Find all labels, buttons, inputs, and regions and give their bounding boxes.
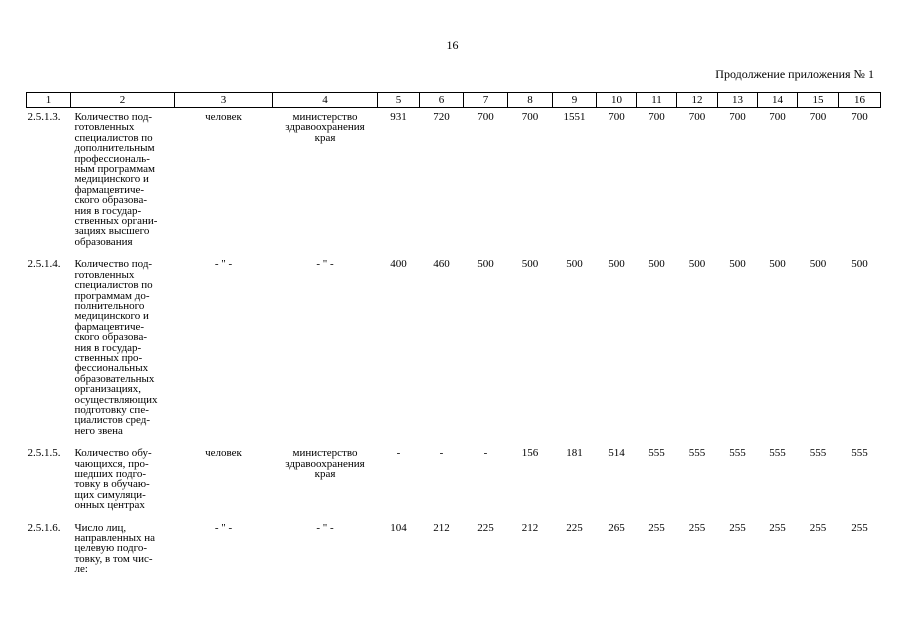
table-row: [27, 444, 881, 518]
indicator-name-line: образования: [74, 235, 133, 248]
indicator-name: [71, 444, 175, 518]
indicator-name-line: него звена: [74, 424, 123, 437]
value-cell: 500: [688, 258, 706, 271]
value-cell: 700: [729, 111, 746, 123]
table-body: [27, 108, 881, 583]
organization-line: - " -: [316, 521, 334, 534]
unit-of-measure: [175, 255, 273, 444]
indicator-name-line: товку в обучаю-: [74, 478, 150, 491]
value-cell: 1551: [563, 111, 586, 123]
unit-line: человек: [205, 447, 242, 460]
value-cell: 460: [433, 258, 450, 271]
value-cell: 255: [851, 521, 868, 534]
value-cell: 500: [477, 258, 494, 271]
table-row: [27, 108, 881, 256]
indicator-name-line: осуществляющих: [74, 393, 158, 406]
value-cell: 700: [608, 111, 625, 123]
value-cell: 255: [729, 521, 746, 534]
indicator-name-line: циалистов сред-: [74, 414, 150, 427]
indicator-name-line: щих симуляци-: [74, 488, 146, 501]
appendix-continuation-label: Продолжение приложения № 1: [715, 67, 874, 81]
value-cell: 555: [729, 447, 746, 460]
value-cell: 500: [769, 258, 786, 271]
value-cell: 104: [390, 521, 407, 534]
value-cell: 500: [648, 258, 665, 271]
table-row: [27, 519, 881, 583]
value-cell: 700: [809, 111, 827, 123]
value-cell: 700: [688, 111, 706, 123]
column-header: 1: [27, 93, 71, 108]
column-header: 7: [464, 93, 508, 108]
column-header: 4: [273, 93, 378, 108]
value-cell: 400: [390, 258, 407, 271]
value-cell: 700: [477, 111, 494, 123]
value-cell: 500: [608, 258, 625, 271]
value-cell: 555: [851, 447, 868, 460]
value-cell: 555: [648, 447, 665, 460]
value-cell: 225: [566, 521, 583, 534]
indicator-name-line: организациях,: [74, 383, 141, 396]
indicator-name-line: ния в государ-: [74, 204, 142, 217]
indicator-name-line: образовательных: [74, 372, 155, 385]
indicator-name-line: ского образова-: [74, 331, 148, 344]
value-cell: 555: [769, 447, 786, 460]
indicator-name-line: готовленных: [74, 121, 135, 134]
indicator-name-line: Количество под-: [74, 258, 153, 271]
column-header: 14: [758, 93, 798, 108]
indicator-name-line: ственных органи-: [74, 215, 158, 228]
indicator-name-line: программам до-: [74, 289, 150, 302]
page-number: 16: [446, 38, 459, 52]
indicator-name-line: ле:: [74, 563, 88, 576]
unit-line: - " -: [214, 521, 233, 534]
indicator-name-line: фессиональных: [74, 362, 149, 375]
indicator-name-line: Число лиц,: [74, 521, 127, 534]
organization-line: здравоохранения: [285, 457, 365, 470]
value-cell: -: [483, 447, 488, 460]
table-row: [27, 255, 881, 444]
indicator-name-line: зациях высшего: [74, 225, 150, 238]
responsible-organization: [273, 519, 378, 583]
indicator-name-line: Количество под-: [74, 111, 153, 123]
indicator-name-line: шедших подго-: [74, 468, 146, 480]
column-header: 8: [508, 93, 553, 108]
value-cell: 555: [688, 447, 706, 460]
value-cell: -: [439, 447, 444, 460]
indicator-name-line: медицинского и: [74, 173, 149, 186]
indicator-name-line: ственных про-: [74, 351, 143, 364]
value-cell: 255: [688, 521, 706, 534]
value-cell: 500: [729, 258, 746, 271]
organization-line: министерство: [292, 447, 358, 460]
column-header: 6: [420, 93, 464, 108]
value-cell: 700: [769, 111, 786, 123]
value-cell: 265: [608, 521, 625, 534]
indicator-name-line: полнительного: [74, 299, 145, 312]
indicator-name-line: фармацевтиче-: [74, 320, 145, 333]
value-cell: 720: [433, 111, 450, 123]
column-header: 9: [553, 93, 597, 108]
value-cell: 700: [851, 111, 868, 123]
indicator-name-line: готовленных: [74, 268, 135, 281]
value-cell: 514: [608, 447, 625, 460]
column-header: 3: [175, 93, 273, 108]
indicator-name-line: специалистов по: [74, 131, 153, 144]
value-cell: 225: [477, 521, 494, 534]
column-header: 12: [677, 93, 718, 108]
indicator-name-line: целевую подго-: [74, 542, 147, 555]
indicator-name-line: товку, в том чис-: [74, 552, 153, 565]
unit-line: - " -: [214, 258, 233, 271]
indicator-name-line: онных центрах: [74, 499, 145, 512]
value-cell: 156: [521, 447, 539, 460]
column-header: 11: [637, 93, 677, 108]
column-header: 13: [718, 93, 758, 108]
value-cell: 700: [521, 111, 539, 123]
indicator-name-line: направленных на: [74, 532, 155, 545]
value-cell: 500: [566, 258, 583, 271]
organization-line: - " -: [316, 258, 334, 271]
indicator-name-line: ния в государ-: [74, 341, 142, 354]
column-header: 5: [378, 93, 420, 108]
responsible-organization: [273, 444, 378, 518]
responsible-organization: [273, 108, 378, 256]
indicator-name-line: ского образова-: [74, 194, 148, 207]
indicator-name: [71, 255, 175, 444]
organization-line: здравоохранения: [285, 121, 365, 134]
indicator-name-line: чающихся, про-: [74, 457, 149, 470]
indicator-name-line: подготовку спе-: [74, 403, 149, 416]
value-cell: 255: [648, 521, 665, 534]
indicator-name-line: ным программам: [74, 163, 155, 176]
column-header: 16: [839, 93, 881, 108]
value-cell: 255: [809, 521, 827, 534]
unit-of-measure: [175, 444, 273, 518]
value-cell: 500: [851, 258, 868, 271]
indicator-code: 2.5.1.3.: [27, 111, 61, 123]
value-cell: -: [396, 447, 401, 460]
value-cell: 500: [521, 258, 539, 271]
indicators-table: [26, 92, 881, 583]
indicator-code: 2.5.1.6.: [27, 521, 61, 534]
value-cell: 255: [769, 521, 786, 534]
indicator-name: [71, 108, 175, 256]
value-cell: 181: [566, 447, 583, 460]
organization-line: края: [314, 131, 336, 144]
unit-of-measure: [175, 108, 273, 256]
value-cell: 555: [809, 447, 827, 460]
column-number-row: [27, 93, 881, 108]
unit-line: человек: [205, 111, 242, 123]
unit-of-measure: [175, 519, 273, 583]
column-header: 2: [71, 93, 175, 108]
indicator-code: 2.5.1.5.: [27, 447, 61, 460]
column-header: 10: [597, 93, 637, 108]
column-header: 15: [798, 93, 839, 108]
responsible-organization: [273, 255, 378, 444]
indicator-code: 2.5.1.4.: [27, 258, 61, 271]
indicator-name-line: дополнительным: [74, 142, 155, 155]
indicator-name-line: Количество обу-: [74, 447, 152, 460]
value-cell: 500: [809, 258, 827, 271]
indicator-name-line: медицинского и: [74, 310, 149, 323]
value-cell: 931: [390, 111, 407, 123]
organization-line: края: [314, 468, 336, 480]
indicator-name: [71, 519, 175, 583]
indicator-name-line: фармацевтиче-: [74, 183, 145, 196]
indicator-name-line: специалистов по: [74, 279, 153, 292]
organization-line: министерство: [292, 111, 358, 123]
value-cell: 212: [521, 521, 539, 534]
indicator-name-line: профессиональ-: [74, 152, 150, 165]
value-cell: 212: [433, 521, 450, 534]
value-cell: 700: [648, 111, 665, 123]
